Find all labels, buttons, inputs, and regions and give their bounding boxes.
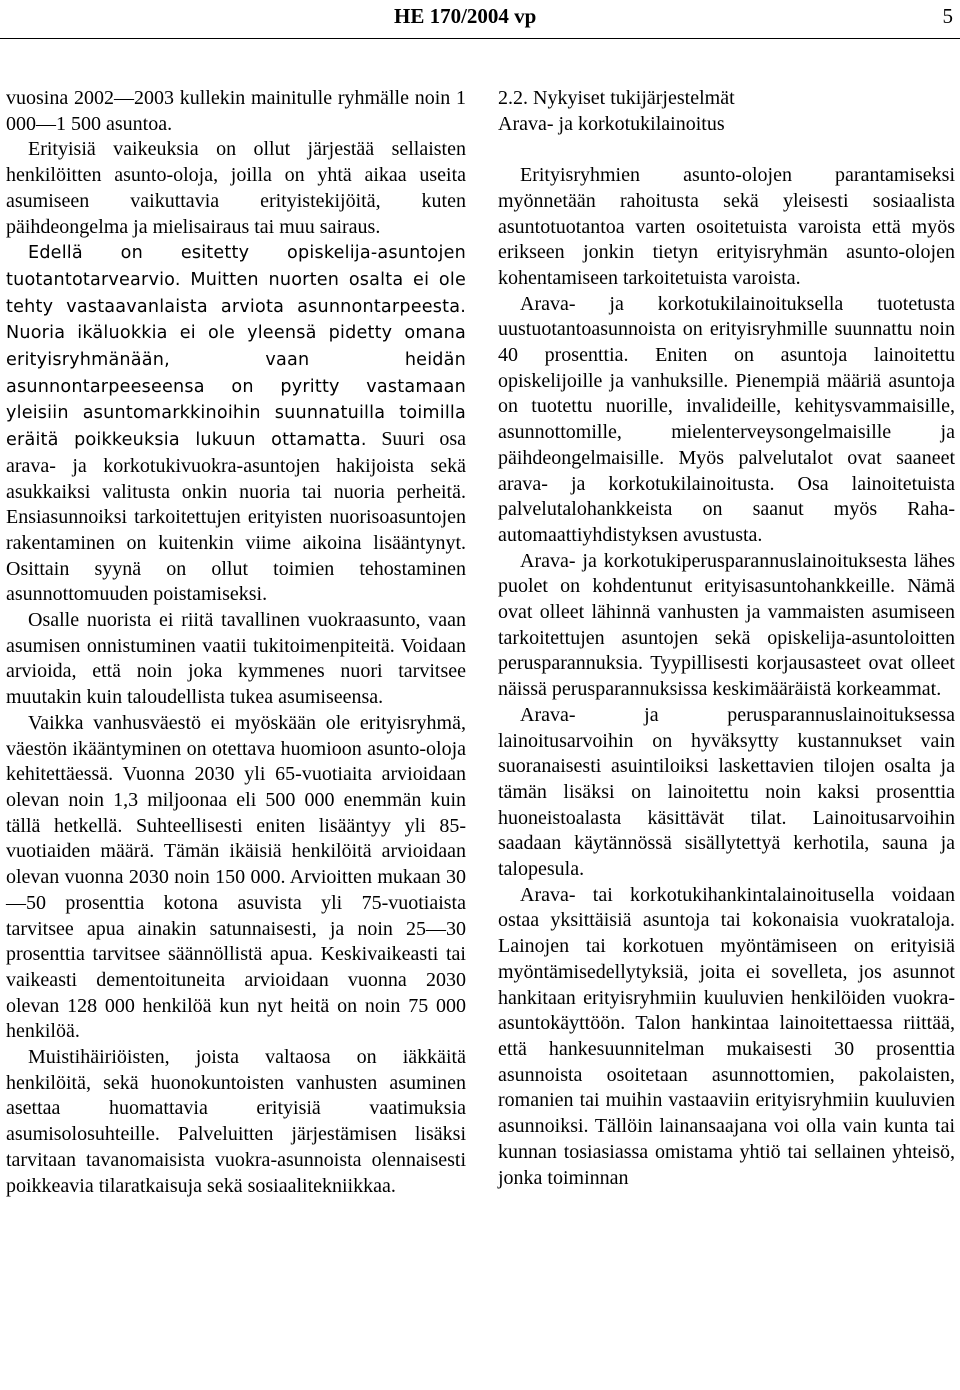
paragraph: Erityisiä vaikeuksia on ollut järjestää sellaisten henkilöitten asunto-oloja, joilla on yhtä aikaa useita asumiseen vaikuttavia erityistekijöitä, kuten päihdeongelma ja mielisairaus tai muu sairaus. — [6, 138, 466, 238]
right-column — [498, 86, 955, 1191]
paragraph: Vaikka vanhusväestö ei myöskään ole erityisryhmä, väestön ikääntyminen on otettava huomioon asunto-oloja kehitettäessä. Vuonna 2030 yli 65-vuotiaita arvioidaan olevan noin 1,3 miljoonaa eli 500 000 enemmän kuin tällä hetkellä. Suhteellisesti eniten lisääntyy yli 85-vuotiaiden määrä. Tämän ikäisiä henkilöitä arvioidaan olevan vuonna 2030 noin 150 000. Arvioitten mukaan 30—50 prosenttia kotona asuvista yli 75-vuotiaista tarvitsee apua ainakin satunnaisesti, ja noin 25—30 prosenttia tarvitsee säännöllistä apua. Keskivaikeasti tai vaikeasti dementoituneita arvioidaan vuonna 2030 olevan 128 000 henkilöä kun nyt heitä on noin 75 000 henkilöä. — [6, 711, 466, 1043]
left-column — [6, 86, 466, 1199]
document-id: HE 170/2004 vp — [394, 4, 537, 28]
paragraph: Arava- ja perusparannuslainoituksessa lainoitusarvoihin on hyväksytty kustannukset vain suoranaisesti asuintiloiksi laskettavien tilojen osalta ja tämän lisäksi on lainoitettu noin kaksi prosenttia huoneistoalasta käsittävät tilat. Lainoitusarvoihin saadaan käytännössä sisällytettyä kerhotila, sauna ja talopesula. — [498, 703, 955, 881]
paragraph: Osalle nuorista ei riitä tavallinen vuokraasunto, vaan asumisen onnistuminen vaatii tukitoimenpiteitä. Voidaan arvioida, että noin joka kymmenes nuori tarvitsee muutakin kuin taloudellista tukea asumiseensa. — [6, 609, 466, 709]
paragraph: Erityisryhmien asunto-olojen parantamiseksi myönnetään rahoitusta sekä yleisesti sosiaalista asuntotuotantoa varten osoitetuista varoista että myös erikseen jonkin tietyn erityisryhmän asunto-olojen kohentamiseen tarkoitetuista varoista. — [498, 164, 955, 289]
paragraph: vuosina 2002—2003 kullekin mainitulle ryhmälle noin 1 000—1 500 asuntoa. — [6, 87, 466, 135]
page-header — [0, 4, 960, 34]
paragraph-serif-part: Suuri osa arava- ja korkotukivuokra-asuntojen hakijoista sekä asukkaiksi valitusta onkin nuoria tai nuoria perheitä. Ensiasunnoiksi tarkoitettujen erityisten nuorisoasuntojen rakentaminen on kuitenkin viime aikoina lisääntynyt. Osittain syynä on ollut toimien tehostaminen asunnottomuuden poistamiseksi. — [6, 428, 467, 606]
paragraph — [6, 240, 466, 608]
paragraph-sans-part: Edellä on esitetty opiskelija-asuntojen tuotantotarvearvio. Muitten nuorten osalta ei ole tehty vastaavanlaista arviota asunnontarpeesta. Nuoria ikäluokkia ei ole yleensä pidetty omana erityisryhmänään, vaan heidän asunnontarpeeseensa on pyritty vastamaan yleisiin asuntomarkkinoihin suunnatuilla toimilla eräitä poikkeuksia lukuun ottamatta. — [6, 243, 466, 451]
paragraph: Arava- ja korkotukiperusparannuslainoituksesta lähes puolet on kohdentunut erityisasuntohankkeille. Nämä ovat olleet lähinnä vanhusten ja vammaisten asumiseen tarkoitettujen asuntojen sekä opiskelija-asuntoloitten perusparannuksia. Tyypillisesti korjausasteet ovat olleet näissä perusparannuksissa keskimääräistä korkeammat. — [498, 549, 955, 701]
paragraph: Muistihäiriöisten, joista valtaosa on iäkkäitä henkilöitä, sekä huonokuntoisten vanhusten asuminen asettaa huomattavia erityisiä vaatimuksia asumisolosuhteille. Palveluitten järjestämisen lisäksi tarvitaan tavanomaisista vuokra-asunnoista olennaisesti poikkeavia tilaratkaisuja sekä sosiaalitekniikkaa. — [6, 1046, 466, 1197]
paragraph: Arava- ja korkotukilainoituksella tuotetusta uustuotantoasunnoista on erityisryhmille suunnattu noin 40 prosenttia. Eniten on asuntoja lainoitettu opiskelijoille ja vanhuksille. Pienempiä määriä asuntoja on tuotettu nuorille, invalideille, kehitysvammaisille, asunnottomille, mielenterveysongelmaisille ja päihdeongelmaisille. Myös palvelutalot ovat saaneet arava- ja korkotukilainoitusta. Osa lainoitetuista palvelutalohankkeista on saanut myös Raha-automaattiyhdistyksen avustusta. — [498, 292, 955, 546]
section-heading: 2.2. Nykyiset tukijärjestelmät — [498, 87, 735, 109]
header-rule — [0, 38, 960, 39]
page-number: 5 — [942, 4, 953, 28]
subsection-heading: Arava- ja korkotukilainoitus — [498, 112, 725, 135]
paragraph: Arava- tai korkotukihankintalainoitusella voidaan ostaa yksittäisiä asuntoja tai kokonaisia vuokrataloja. Lainojen tai korkotuen myöntämiseen on erityisiä myöntämisedellytyksiä, joita ei sovelleta, jos asunnot hankitaan erityisryhmiin kuuluvien henkilöiden vuokra-asuntokäyttöön. Talon hankintaa lainoitettaessa riittää, että hankesuunnitelman mukaisesti 30 prosenttia asunnoista osoitetaan asunnottomien, pakolaisten, romanien tai muihin vastaaviin erityisryhmiin kuuluvien asunnoiksi. Tällöin lainansaajana voi olla vain kunta tai kunnan tosiasiassa omistama yhtiö tai sellainen yhteisö, jonka toiminnan — [498, 883, 955, 1189]
